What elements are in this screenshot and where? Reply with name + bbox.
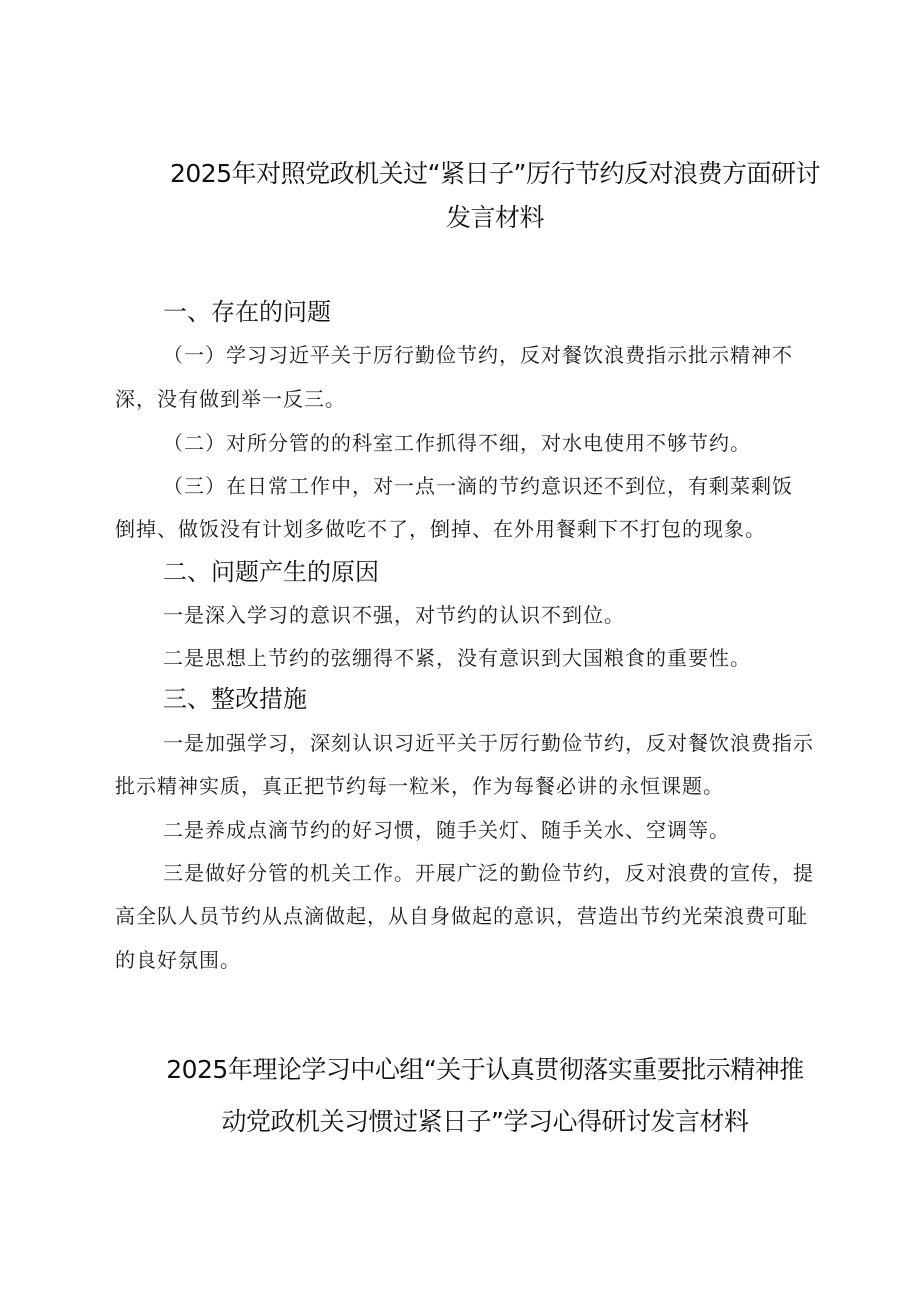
section-heading-problems: 一、存在的问题 [163,298,331,326]
paragraph-line: （一）学习习近平关于厉行勤俭节约，反对餐饮浪费指示批示精神不 [163,343,793,367]
paragraph-line: 批示精神实质，真正把节约每一粒米，作为每餐必讲的永恒课题。 [115,774,724,798]
paragraph-line: 二是思想上节约的弦绷得不紧，没有意识到大国粮食的重要性。 [163,646,751,670]
paragraph-line: 的良好氛围。 [115,948,241,972]
paragraph-line: 高全队人员节约从点滴做起，从自身做起的意识，营造出节约光荣浪费可耻 [115,904,808,928]
paragraph-line: 一是加强学习，深刻认识习近平关于厉行勤俭节约，反对餐饮浪费指示 [163,731,814,755]
title-line-2: 动党政机关习惯过紧日子”学习心得研讨发言材料 [221,1107,749,1136]
title-line-2: 发言材料 [445,203,544,232]
paragraph-line: 深，没有做到举一反三。 [115,387,346,411]
title-line-1: 2025年理论学习中心组“关于认真贯彻落实重要批示精神推 [166,1055,804,1084]
section-heading-measures: 三、整改措施 [163,685,307,713]
paragraph-line: 三是做好分管的机关工作。开展广泛的勤俭节约，反对浪费的宣传，提 [163,861,814,885]
section-heading-causes: 二、问题产生的原因 [163,558,379,586]
paragraph-line: 二是养成点滴节约的好习惯，随手关灯、随手关水、空调等。 [163,818,730,842]
title-line-1: 2025年对照党政机关过“紧日子”厉行节约反对浪费方面研讨 [169,159,821,188]
paragraph-line: （二）对所分管的的科室工作抓得不细，对水电使用不够节约。 [163,431,751,455]
second-document-title [150,1044,820,1148]
paragraph-line: （三）在日常工作中，对一点一滴的节约意识还不到位，有剩菜剩饭 [163,474,793,498]
document-title [150,152,840,240]
paragraph-line: 一是深入学习的意识不强，对节约的认识不到位。 [163,603,625,627]
paragraph-line: 倒掉、做饭没有计划多做吃不了，倒掉、在外用餐剩下不打包的现象。 [115,517,766,541]
